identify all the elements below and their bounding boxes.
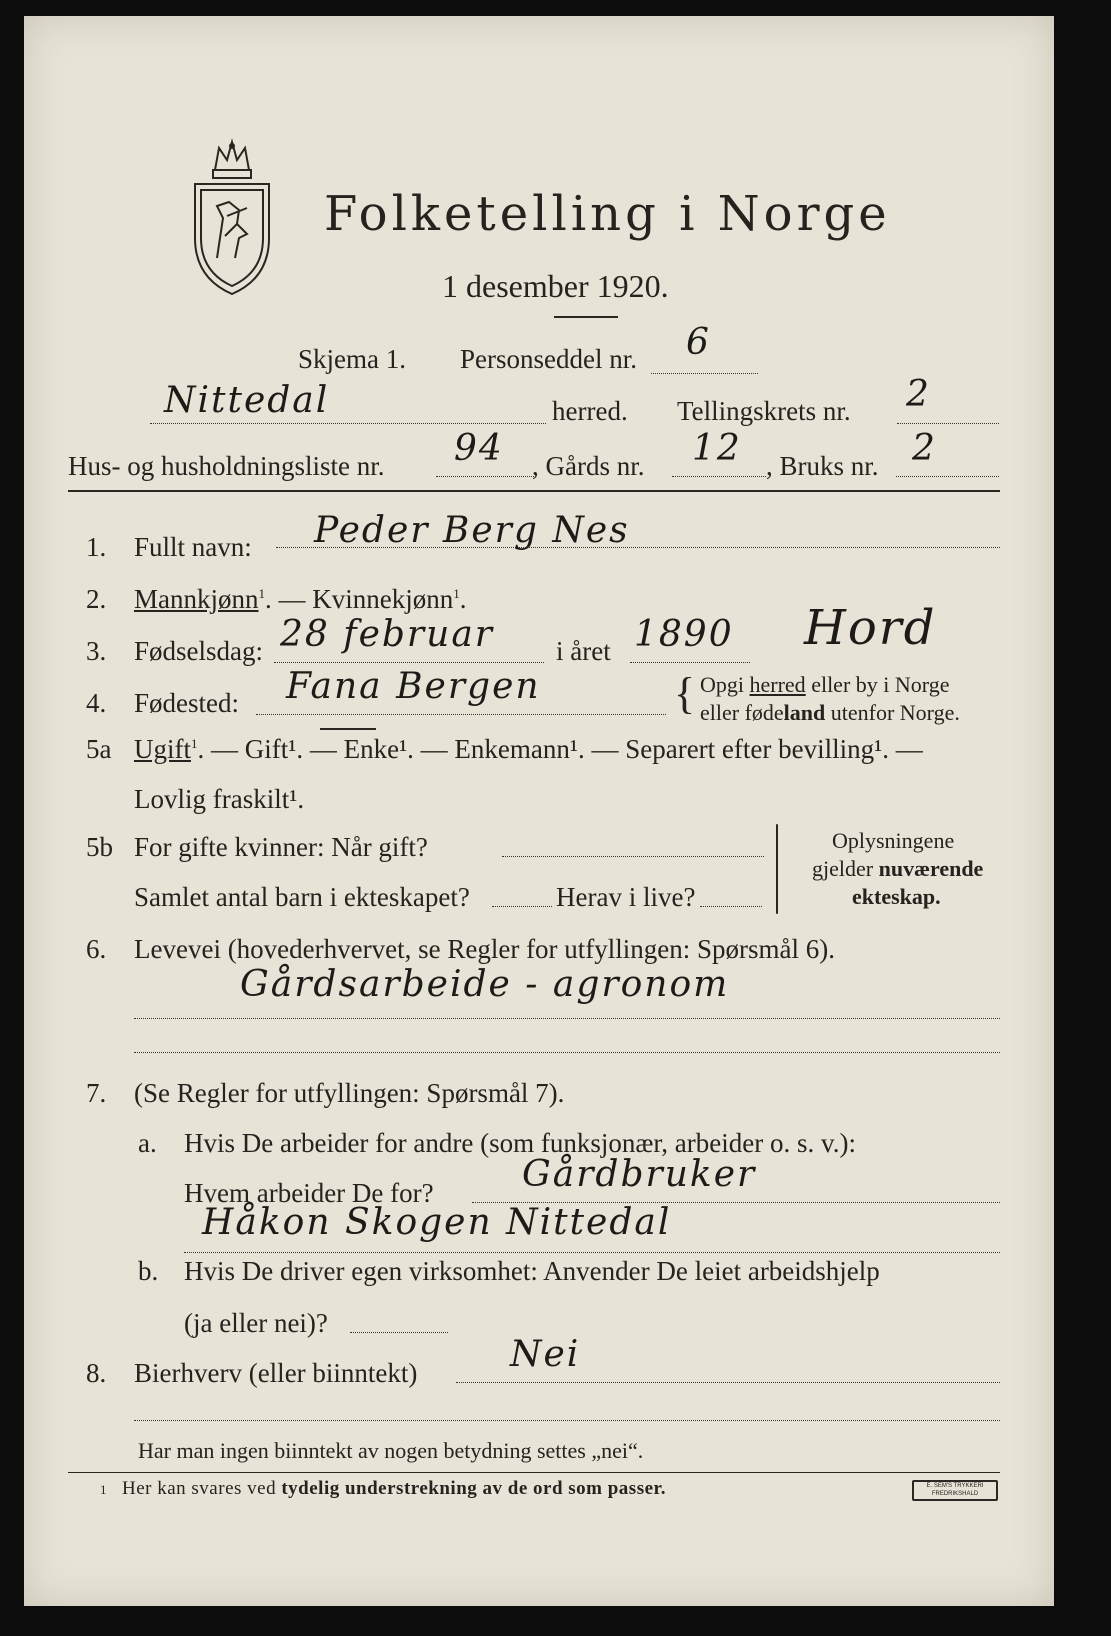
q3-birthday-value[interactable]: 28 februar <box>280 614 494 655</box>
bruks-value[interactable]: 2 <box>912 428 937 469</box>
q8-sideincome-value[interactable]: Nei <box>510 1334 581 1375</box>
tellingskrets-label: Tellingskrets nr. <box>677 396 851 426</box>
q7b-letter: b. <box>138 1256 159 1286</box>
q6-label: Levevei (hovederhvervet, se Regler for utfyllingen: Spørsmål 6). <box>134 934 836 964</box>
q7a-label: Hvis De arbeider for andre (som funksjonær, arbeider o. s. v.): <box>184 1128 856 1158</box>
q5b-note1: Oplysningene <box>832 828 955 853</box>
bruks-label: , Bruks nr. <box>766 451 879 481</box>
coat-of-arms-icon <box>187 138 277 298</box>
q4-number: 4. <box>86 688 107 718</box>
gards-label: , Gårds nr. <box>532 451 645 481</box>
q2-options: Mannkjønn$^1$. — Kvinnekjønn$^1$. <box>134 584 467 614</box>
q1-number: 1. <box>86 532 107 562</box>
printer-stamp: E. SEM'S TRYKKERI FREDRIKSHALD <box>912 1480 998 1501</box>
personseddel-value[interactable]: 6 <box>686 322 711 363</box>
footnote-text: Her kan svares ved tydelig understrekning av de ord som passer. <box>122 1478 666 1499</box>
q5b-note3: ekteskap. <box>852 884 941 909</box>
q7b-label2: (ja eller nei)? <box>184 1308 328 1338</box>
q4-note-line2: eller fødeland utenfor Norge. <box>700 700 960 725</box>
q8-label: Bierhverv (eller biinntekt) <box>134 1358 418 1388</box>
q4-note-line1: Opgi herred eller by i Norge <box>700 672 950 697</box>
q3-label: Fødselsdag: <box>134 636 264 666</box>
footer-rule <box>68 1472 1000 1473</box>
title-divider <box>554 316 618 318</box>
q2-number: 2. <box>86 584 107 614</box>
q3-extra-note: Hord <box>804 600 937 656</box>
census-form-sheet: Folketelling i Norge 1 desember 1920. Skjema 1. Personseddel nr. 6 Nittedal herred. Tellingskrets nr. 2 Hus- og husholdningsliste nr. 94 , Gårds nr. 12 , Bruks nr. 2 1. Fullt navn: Peder Berg Nes 2. Mannkjønn$^1$. — Kvinnekjønn$^1$. 3. Fødselsdag: 28 februar i året 1890 Hord 4. Fødested: Fana Bergen { Opgi herred eller by i Norge eller fødeland utenfor Norge. 5a Ugift$^1$. — Gift¹. — Enke¹. — Enkemann¹. — Separert efter bevilling¹. — Lovlig fraskilt¹. 5b For gifte kvinner: Når gift? Samlet antal barn i ekteskapet? Herav i live? Oplysningene gjelder nuværende ekteskap. 6. Levevei (hovederhvervet, se Regler for utfyllingen: Spørsmål 6). Gårdsarbeide - agronom 7. (Se Regler for utfyllingen: Spørsmål 7). a. Hvis De arbeider for andre (som funksjonær, arbeider o. s. v.): Hvem arbeider De for? Gårdbruker Håkon Skogen Nittedal b. Hvis De driver egen virksomhet: Anvender De leiet arbeidshjelp (ja eller nei)? 8. Bierhverv (eller biinntekt) Nei Har man ingen biinntekt av nogen betydning settes „nei“. 1 Her kan svares ved tydelig understrekning av de ord som passer. E. SEM'S TRYKKERI FREDRIKSHALD <box>24 16 1054 1606</box>
q5a-ugift-option[interactable]: Ugift <box>134 734 191 764</box>
q7a-letter: a. <box>138 1128 157 1158</box>
q1-label: Fullt navn: <box>134 532 252 562</box>
gards-value[interactable]: 12 <box>692 428 742 469</box>
q2-male-option[interactable]: Mannkjønn <box>134 584 259 614</box>
herred-value[interactable]: Nittedal <box>164 380 330 421</box>
q7-label: (Se Regler for utfyllingen: Spørsmål 7). <box>134 1078 565 1108</box>
q6-number: 6. <box>86 934 107 964</box>
q7-number: 7. <box>86 1078 107 1108</box>
q6-occupation-value[interactable]: Gårdsarbeide - agronom <box>240 964 730 1005</box>
q7a-employer-value[interactable]: Gårdbruker <box>522 1154 757 1195</box>
q7b-label: Hvis De driver egen virksomhet: Anvender De leiet arbeidshjelp <box>184 1256 880 1286</box>
q5a-options: Ugift$^1$. — Gift¹. — Enke¹. — Enkemann¹. — Separert efter bevilling¹. — <box>134 734 923 764</box>
q4-label: Fødested: <box>134 688 239 718</box>
form-date: 1 desember 1920. <box>442 268 669 304</box>
q7a-employer-value2[interactable]: Håkon Skogen Nittedal <box>202 1202 672 1243</box>
q2-female-option[interactable]: Kvinnekjønn <box>312 584 454 614</box>
q5b-label3: Herav i live? <box>556 882 696 912</box>
q4-birthplace-value[interactable]: Fana Bergen <box>286 666 541 707</box>
q5a-line2: Lovlig fraskilt¹. <box>134 784 305 814</box>
q3-number: 3. <box>86 636 107 666</box>
footnote-number: 1 <box>100 1482 107 1497</box>
q1-fullname-value[interactable]: Peder Berg Nes <box>314 510 630 551</box>
q5b-note2: gjelder nuværende <box>812 856 984 881</box>
footer-note: Har man ingen biinntekt av nogen betydning settes „nei“. <box>138 1438 644 1463</box>
husliste-label: Hus- og husholdningsliste nr. <box>68 451 385 481</box>
herred-label: herred. <box>552 396 628 426</box>
q5b-label1: For gifte kvinner: Når gift? <box>134 832 428 862</box>
header-rule <box>68 490 1000 492</box>
q8-number: 8. <box>86 1358 107 1388</box>
personseddel-label: Personseddel nr. <box>460 344 637 374</box>
q7a-label2: Hvem arbeider De for? <box>184 1178 434 1208</box>
q5b-number: 5b <box>86 832 113 862</box>
husliste-value[interactable]: 94 <box>454 428 504 469</box>
skjema-label: Skjema 1. <box>298 344 406 374</box>
form-title: Folketelling i Norge <box>324 186 891 242</box>
q5a-number: 5a <box>86 734 112 764</box>
q3-year-value[interactable]: 1890 <box>634 614 734 655</box>
q5b-label2: Samlet antal barn i ekteskapet? <box>134 882 470 912</box>
tellingskrets-value[interactable]: 2 <box>906 374 931 415</box>
q3-year-label: i året <box>556 636 611 666</box>
